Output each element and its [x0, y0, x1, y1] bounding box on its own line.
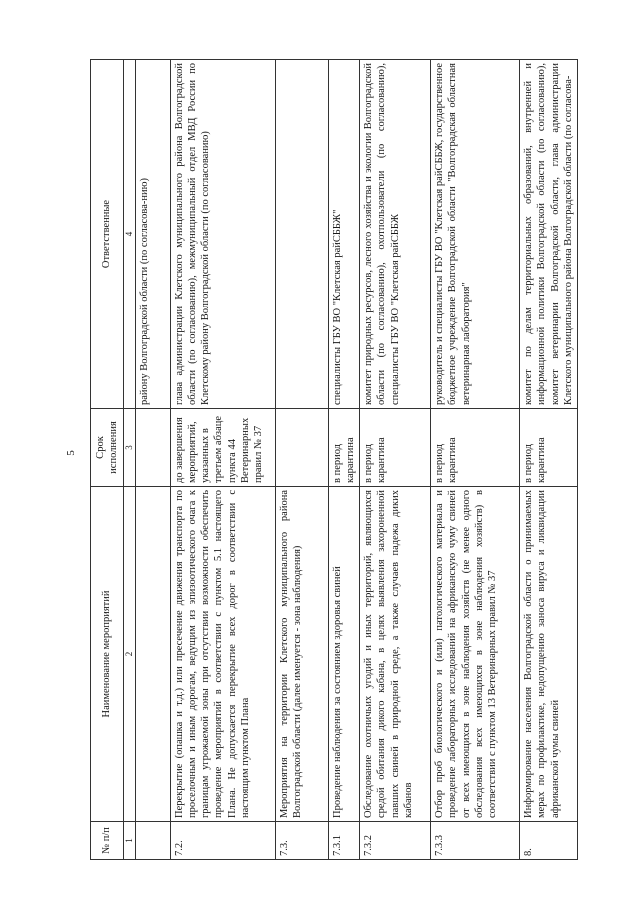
table-header-row — [91, 60, 124, 860]
measure-text: Информирование населения Волгоградской области о принимаемых мерах по профилактике, недопущению заноса вируса и ликвидации африканской чумы свиней — [520, 487, 578, 822]
term-text: в период карантина — [360, 409, 431, 487]
term-text: в период карантина — [329, 409, 360, 487]
column-index: 2 — [124, 487, 136, 822]
responsible-text: специалисты ГБУ ВО "Клетская райСББЖ" — [329, 60, 360, 409]
term-text: в период карантина — [431, 409, 520, 487]
document-table-area — [90, 60, 574, 860]
header-measures: Наименование мероприятий — [91, 487, 124, 822]
table-row — [136, 60, 171, 860]
column-index: 3 — [124, 409, 136, 487]
measure-text — [136, 487, 171, 822]
table-row — [329, 60, 360, 860]
measure-text: Перекрытие (опашка и т.д.) или пресечение движения транспорта по проселочным и иным дорогам, ведущим из эпизоотического очага к границам угрожаемой зоны при отсутствии возможности обеспечить проведение мероприятий в соответствии с пунктом 5.1 настоящего Плана. Не допускается перекрытие всех дорог в соответствии с настоящим пунктом Плана — [171, 487, 276, 822]
column-index-row — [124, 60, 136, 860]
responsible-text: комитет природных ресурсов, лесного хозяйства и экологии Волгоградской области (по согласованию), охотпользователи (по согласованию), специалисты ГБУ ВО "Клетская райСББЖ — [360, 60, 431, 409]
term-text: до завершения мероприятий, указанных в третьем абзаце пункта 44 Ветеринарных правил № 37 — [171, 409, 276, 487]
table-row — [171, 60, 276, 860]
responsible-text: руководитель и специалисты ГБУ ВО "Клетская райСББЖ, государственное бюджетное учреждение Волгоградской области "Волгоградская областная ветеринарная лаборатория" — [431, 60, 520, 409]
header-term: Срок исполнения — [91, 409, 124, 487]
term-text — [136, 409, 171, 487]
term-text — [276, 409, 329, 487]
term-text: в период карантина — [520, 409, 578, 487]
measure-text: Обследование охотничьих угодий и иных территорий, являющихся средой обитания дикого кабана, в целях выявления захороненной павших свиней в природной среде, а также случаев падежа диких кабанов — [360, 487, 431, 822]
measure-text: Мероприятия на территории Клетского муниципального района Волгоградской области (далее именуется - зона наблюдения) — [276, 487, 329, 822]
measures-table — [90, 59, 578, 860]
header-number: № п/п — [91, 822, 124, 860]
header-responsible: Ответственные — [91, 60, 124, 409]
row-number: 7.3. — [276, 822, 329, 860]
responsible-text: району Волгоградской области (по согласова-нию) — [136, 60, 171, 409]
measure-text: Проведение наблюдения за состоянием здоровья свиней — [329, 487, 360, 822]
responsible-text — [276, 60, 329, 409]
page-number: 5 — [65, 449, 77, 456]
responsible-text: глава администрации Клетского муниципального района Волгоградской области (по согласованию), межмуниципальный отдел МВД России по Клетскому району Волгоградской области (по согласованию) — [171, 60, 276, 409]
table-row — [431, 60, 520, 860]
responsible-text: комитет по делам территориальных образований, внутренней и информационной политики Волгоградской области (по согласованию), комитет ветеринарии Волгоградской области, глава администрации Клетского муниципального района Волгоградской области (по согласова- — [520, 60, 578, 409]
column-index: 4 — [124, 60, 136, 409]
table-row — [276, 60, 329, 860]
row-number: 7.3.2 — [360, 822, 431, 860]
row-number: 7.3.1 — [329, 822, 360, 860]
table-row — [520, 60, 578, 860]
row-number — [136, 822, 171, 860]
table-row — [360, 60, 431, 860]
row-number: 7.3.3 — [431, 822, 520, 860]
row-number: 7.2. — [171, 822, 276, 860]
column-index: 1 — [124, 822, 136, 860]
measure-text: Отбор проб биологического и (или) патологического материала и проведение лабораторных исследований на африканскую чуму свиней от всех имеющихся в зоне наблюдения хозяйств (не менее одного обследования всех имеющихся в зоне наблюдения хозяйств) в соответствии с пунктом 13 Ветеринарных правил № 37 — [431, 487, 520, 822]
row-number: 8. — [520, 822, 578, 860]
